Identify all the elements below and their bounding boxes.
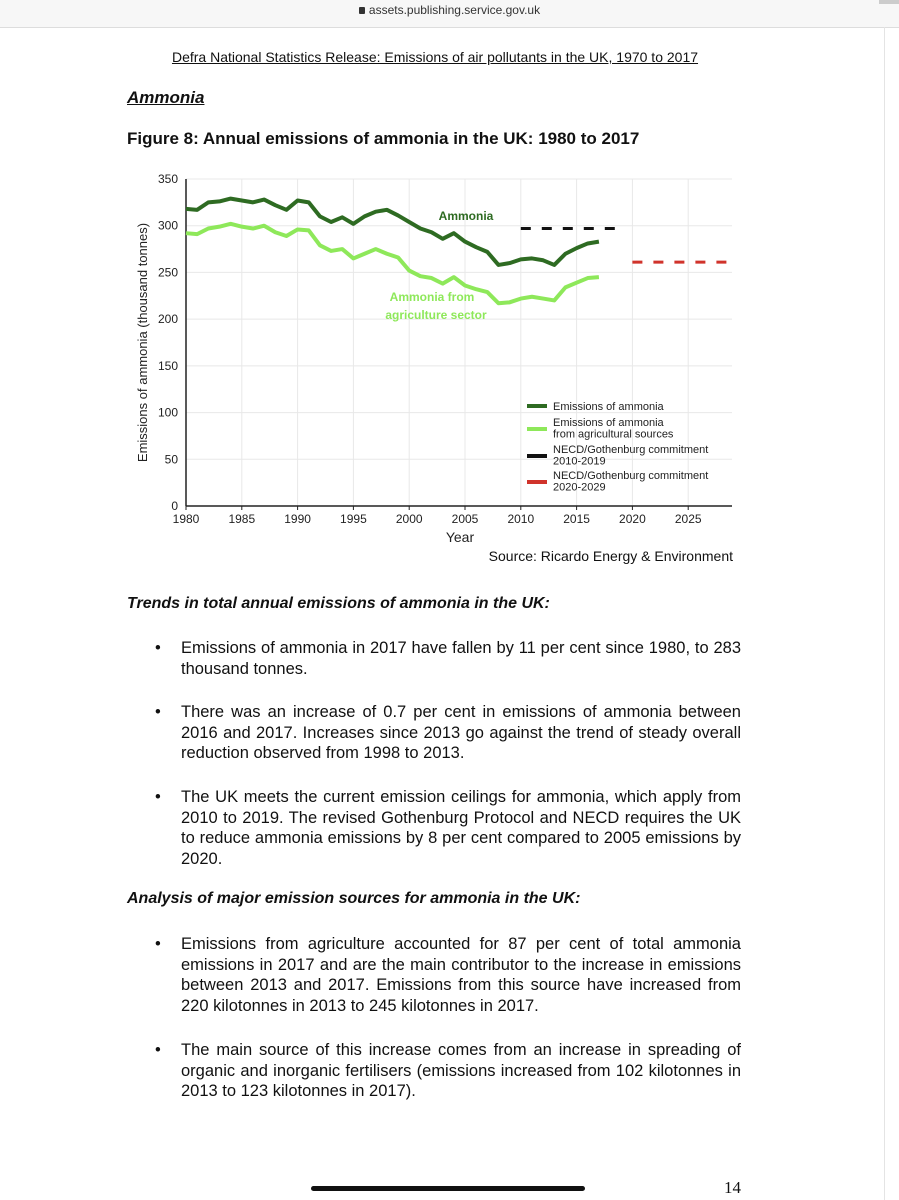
legend-label: 2010-2019 [553,455,606,468]
legend-label: NECD/Gothenburg commitment [553,470,709,482]
y-axis-label: Emissions of ammonia (thousand tonnes) [135,222,150,463]
bullet-icon: • [155,935,161,953]
y-tick-label: 300 [157,218,178,233]
x-axis-label: Year [445,529,475,545]
y-tick-label: 100 [157,405,178,420]
x-tick-label: 2000 [395,512,423,526]
bullet-icon: • [155,703,161,721]
figure-title: Figure 8: Annual emissions of ammonia in the UK: 1980 to 2017 [127,129,640,148]
annotation-agriculture: agriculture sector [385,308,487,322]
y-tick-label: 150 [157,358,178,373]
x-tick-label: 2025 [674,512,702,526]
y-tick-label: 350 [157,172,178,186]
annotation-agriculture: Ammonia from [389,290,475,304]
section-title: Ammonia [127,88,205,107]
document-header: Defra National Statistics Release: Emissions of air pollutants in the UK, 1970 to 2017 [171,49,699,65]
x-tick-label: 2015 [563,512,590,526]
analysis-heading: Analysis of major emission sources for ammonia in the UK: [127,890,581,907]
legend-label: from agricultural sources [553,428,674,441]
bullet-icon: • [155,639,161,657]
x-tick-label: 1995 [340,512,367,526]
legend-label: Emissions of ammonia [553,417,664,429]
y-tick-label: 250 [157,265,178,280]
legend-label: Emissions of ammonia [553,401,664,413]
x-tick-label: 2010 [507,512,535,526]
home-indicator[interactable] [311,1186,585,1191]
x-tick-label: 2020 [619,512,646,526]
bullet-icon: • [155,1041,161,1059]
chart-source: Source: Ricardo Energy & Environment [488,548,733,564]
annotation-ammonia: Ammonia [438,209,494,223]
y-tick-label: 200 [157,312,178,327]
trends-heading: Trends in total annual emissions of ammonia in the UK: [127,595,550,612]
url-text: assets.publishing.service.gov.uk [368,3,541,17]
page-number: 14 [724,1178,741,1197]
x-tick-label: 1985 [228,512,256,526]
y-tick-label: 50 [164,452,178,467]
x-tick-label: 2005 [451,512,479,526]
bullet-icon: • [155,788,161,806]
y-tick-label: 0 [171,499,178,513]
legend-label: NECD/Gothenburg commitment [553,444,709,456]
x-tick-label: 1990 [284,512,311,526]
ammonia-emissions-chart [0,0,899,580]
x-tick-label: 1980 [172,512,200,526]
legend-label: 2020-2029 [553,481,606,494]
